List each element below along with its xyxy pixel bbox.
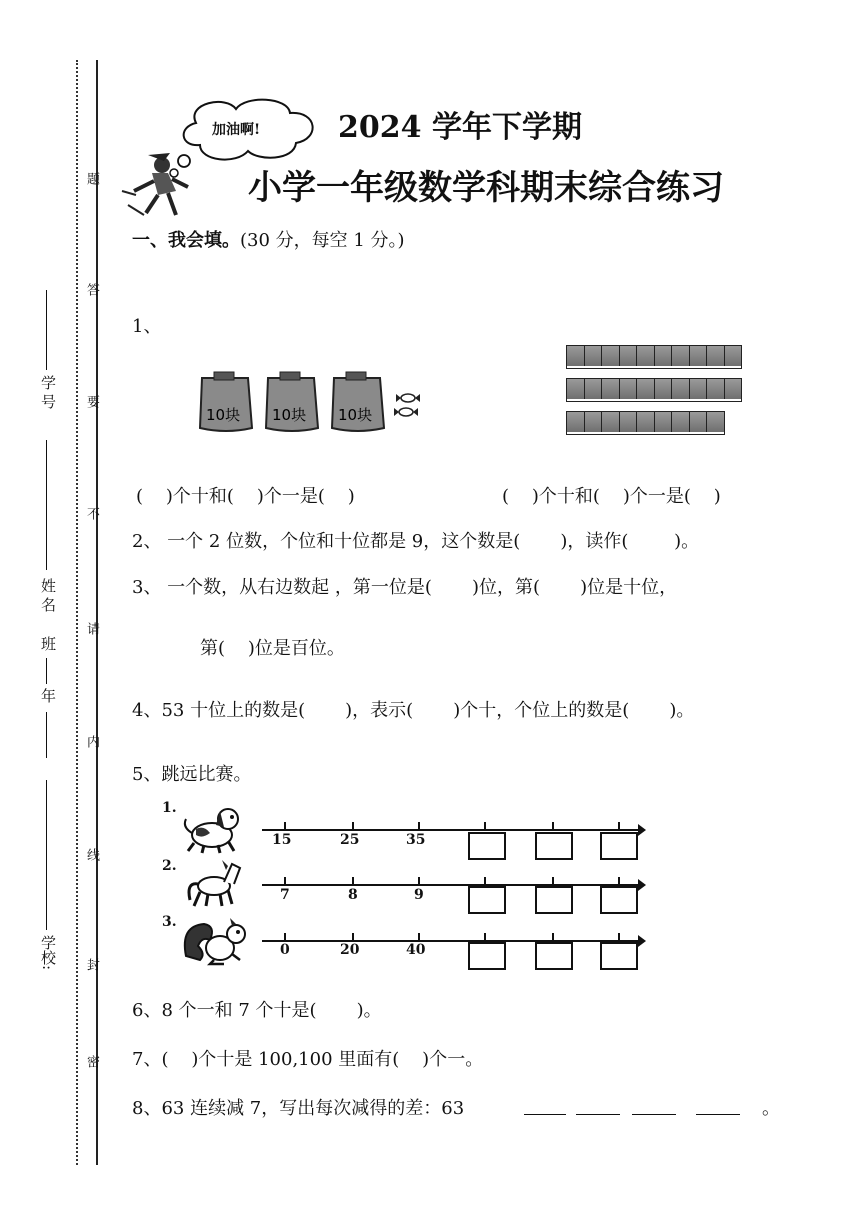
seal-char-7: 要 [84, 395, 99, 408]
candy-bags-illustration [196, 370, 436, 436]
tick-3-1: 0 [280, 942, 290, 958]
q8-blank-1[interactable] [524, 1114, 566, 1115]
line-1-box-2[interactable] [535, 832, 573, 860]
question-5: 5、跳远比赛。 [132, 764, 252, 785]
line-3-label: 3. [162, 914, 177, 930]
number-line-2-arrow [638, 879, 646, 891]
title-line-1: 2024 学年下学期 [338, 110, 582, 145]
school-blank-line [46, 780, 47, 930]
seal-char-6: 不 [84, 507, 99, 520]
school-field[interactable] [38, 935, 59, 970]
question-1-answer-right[interactable]: ( )个十和( )个一是( ) [502, 486, 721, 507]
seal-char-3: 线 [84, 848, 99, 861]
title-line-2: 小学一年级数学科期末综合练习 [248, 168, 724, 208]
tick-3-3: 40 [406, 942, 426, 958]
number-line-1-arrow [638, 824, 646, 836]
question-1-label: 1、 [132, 316, 162, 337]
q8-blank-3[interactable] [632, 1114, 676, 1115]
binding-dotted-line [76, 60, 78, 1165]
seal-char-9: 题 [84, 172, 99, 185]
single-candies [394, 394, 420, 416]
candy-bag-2 [266, 372, 318, 431]
class-label: 班 [39, 636, 57, 651]
number-line-2 [262, 884, 642, 886]
seal-char-4: 内 [84, 735, 99, 748]
binding-solid-line [96, 60, 98, 1165]
student-id-blank-line[interactable] [46, 290, 47, 370]
number-line-3-arrow [638, 935, 646, 947]
tick-3-2: 20 [340, 942, 360, 958]
line-3-box-2[interactable] [535, 942, 573, 970]
question-2[interactable]: 2、 一个 2 位数，个位和十位都是 9，这个数是( )，读作( )。 [132, 531, 700, 552]
question-8-end: 。 [762, 1098, 780, 1119]
line-2-box-2[interactable] [535, 886, 573, 914]
cube-row-singles [566, 411, 725, 435]
question-3-line-1[interactable]: 3、 一个数，从右边数起 ，第一位是( )位，第( )位是十位， [132, 577, 678, 598]
cube-rod-2 [566, 378, 742, 402]
dog-icon [182, 805, 244, 855]
tick-2-1: 7 [280, 887, 290, 903]
cube-rod-1 [566, 345, 742, 369]
tick-1-1: 15 [272, 832, 292, 848]
name-blank-line[interactable] [46, 440, 47, 570]
line-1-box-1[interactable] [468, 832, 506, 860]
class-blank-line [46, 658, 47, 684]
name-label: 姓名 [39, 578, 57, 616]
number-line-3 [262, 940, 642, 942]
mascot-bubble-text: 加油啊! [212, 122, 261, 138]
bag-label-1: 10块 [206, 406, 241, 424]
line-3-box-3[interactable] [600, 942, 638, 970]
tick-1-3: 35 [406, 832, 426, 848]
grade-label: 年 [39, 688, 57, 703]
question-3-line-2[interactable]: 第( )位是百位。 [200, 638, 345, 659]
question-1-answer-left[interactable]: ( )个十和( )个一是( ) [136, 486, 355, 507]
section-1-title: 一、我会填。 [132, 230, 240, 251]
line-2-box-1[interactable] [468, 886, 506, 914]
horse-icon [186, 856, 242, 908]
q8-blank-4[interactable] [696, 1114, 740, 1115]
line-1-box-3[interactable] [600, 832, 638, 860]
tick-2-2: 8 [348, 887, 358, 903]
question-7[interactable]: 7、( )个十是 100,100 里面有( )个一。 [132, 1049, 484, 1070]
line-2-box-3[interactable] [600, 886, 638, 914]
seal-char-5: 请 [84, 622, 99, 635]
squirrel-icon [180, 916, 250, 966]
section-1-note: (30 分，每空 1 分。) [240, 230, 405, 251]
line-1-label: 1. [162, 800, 177, 816]
candy-bag-3 [332, 372, 384, 431]
grade-blank-line [46, 712, 47, 758]
q8-blank-2[interactable] [576, 1114, 620, 1115]
section-1-heading [132, 226, 405, 252]
line-2-label: 2. [162, 858, 177, 874]
bag-label-2: 10块 [272, 406, 307, 424]
seal-char-8: 答 [84, 283, 99, 296]
number-line-1 [262, 829, 642, 831]
question-8: 8、63 连续减 7，写出每次减得的差：63 [132, 1098, 465, 1119]
line-3-box-1[interactable] [468, 942, 506, 970]
school-label: 学校: [39, 935, 57, 971]
tick-2-3: 9 [414, 887, 424, 903]
tick-1-2: 25 [340, 832, 360, 848]
bag-label-3: 10块 [338, 406, 373, 424]
candy-bag-1 [200, 372, 252, 431]
seal-char-1: 密 [84, 1055, 99, 1068]
seal-char-2: 封 [84, 958, 99, 971]
student-id-label: 学号 [39, 375, 57, 413]
question-6[interactable]: 6、8 个一和 7 个十是( )。 [132, 1000, 382, 1021]
question-4[interactable]: 4、53 十位上的数是( )，表示( )个十，个位上的数是( )。 [132, 700, 695, 721]
